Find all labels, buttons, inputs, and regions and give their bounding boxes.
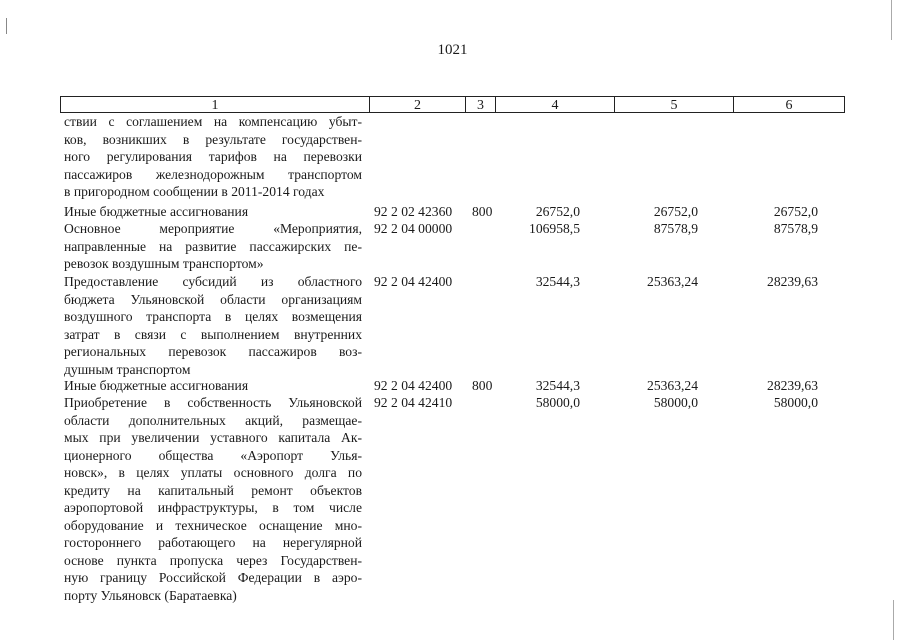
row-value-col4: 106958,5 (529, 221, 580, 236)
row-value-col6: 28239,63 (767, 274, 818, 289)
row-value-col5: 87578,9 (653, 221, 698, 236)
row-value-col6: 26752,0 (773, 204, 818, 219)
row-value-col4: 32544,3 (535, 274, 580, 289)
description-line: мых при увеличении уставного капитала Ак- (64, 430, 362, 445)
description-line: новск», в целях уплаты основного долга по (64, 465, 362, 480)
description-line: области дополнительных акций, размещае- (64, 412, 362, 428)
row-code: 92 2 04 42400 (374, 274, 453, 289)
row-value-col5: 25363,24 (647, 274, 698, 289)
row-value-col4: 26752,0 (535, 204, 580, 219)
description-line: порту Ульяновск (Баратаевка) (64, 587, 237, 603)
description-line: ревозок воздушным транспортом» (64, 256, 264, 271)
row-code: 92 2 04 42410 (374, 395, 453, 410)
description-line: душным транспортом (64, 361, 191, 377)
row-value-col5: 58000,0 (653, 395, 698, 410)
row-value-col4: 32544,3 (535, 378, 580, 393)
row-type: 800 (472, 204, 493, 219)
description-line: Приобретение в собственность Ульяновской (64, 395, 362, 410)
description-line: оборудование и техническое оснащение мно- (64, 517, 362, 533)
row-code: 92 2 04 00000 (374, 221, 453, 236)
row-code: 92 2 02 42360 (374, 204, 453, 219)
row-value-col6: 28239,63 (767, 378, 818, 393)
header-col-1: 1 (61, 97, 370, 112)
description-line: направленные на развитие пассажирских пе- (64, 238, 362, 254)
row-code: 92 2 04 42400 (374, 378, 453, 393)
header-col-6: 6 (785, 98, 793, 113)
header-col-3: 3 (466, 97, 496, 112)
row-value-col6: 58000,0 (773, 395, 818, 410)
description-line: аэропортовой инфраструктуры, в том числе (64, 500, 362, 515)
page-number: 1021 (437, 42, 468, 58)
description-line: Иные бюджетные ассигнования (64, 378, 249, 393)
header-col-5: 5 (615, 97, 734, 112)
row-description (64, 220, 362, 273)
description-line: пассажиров железнодорожным транспортом (64, 166, 362, 182)
description-line: гостороннего работающего на нерегулярной (64, 535, 362, 550)
description-line: кредиту на капитальный ремонт объектов (64, 482, 362, 498)
description-line: ствии с соглашением на компенсацию убыт- (64, 114, 362, 129)
row-description (64, 113, 362, 201)
row-value-col4: 58000,0 (535, 395, 580, 410)
table-header (60, 96, 845, 113)
description-line: ков, возникших в результате государствен- (64, 131, 362, 147)
header-col-4: 4 (496, 97, 615, 112)
description-line: региональных перевозок пассажиров воз- (64, 344, 362, 359)
scan-edge-mark (891, 0, 892, 40)
description-line: бюджета Ульяновской области организациям (64, 291, 362, 307)
row-type: 800 (472, 378, 493, 393)
description-line: ционерного общества «Аэропорт Улья- (64, 447, 362, 463)
row-value-col5: 26752,0 (653, 204, 698, 219)
description-line: Предоставление субсидий из областного (64, 274, 362, 289)
row-value-col6: 87578,9 (773, 221, 818, 236)
description-line: затрат в связи с выполнением внутренних (64, 326, 362, 342)
row-description (64, 377, 362, 395)
description-line: в пригородном сообщении в 2011-2014 годах (64, 184, 325, 199)
description-line: Основное мероприятие «Мероприятия, (64, 221, 362, 236)
row-value-col5: 25363,24 (647, 378, 698, 393)
row-description (64, 273, 362, 378)
scan-edge-mark (893, 600, 894, 640)
description-line: Иные бюджетные ассигнования (64, 204, 249, 219)
header-col-2: 2 (370, 97, 466, 112)
row-description (64, 394, 362, 604)
row-description (64, 203, 362, 221)
description-line: воздушного транспорта в целях возмещения (64, 309, 362, 324)
description-line: основе пункта пропуска через Государствен- (64, 552, 362, 568)
description-line: ного регулирования тарифов на перевозки (64, 149, 362, 164)
scan-edge-mark (6, 18, 7, 34)
description-line: ную границу Российской Федерации в аэро- (64, 570, 362, 585)
